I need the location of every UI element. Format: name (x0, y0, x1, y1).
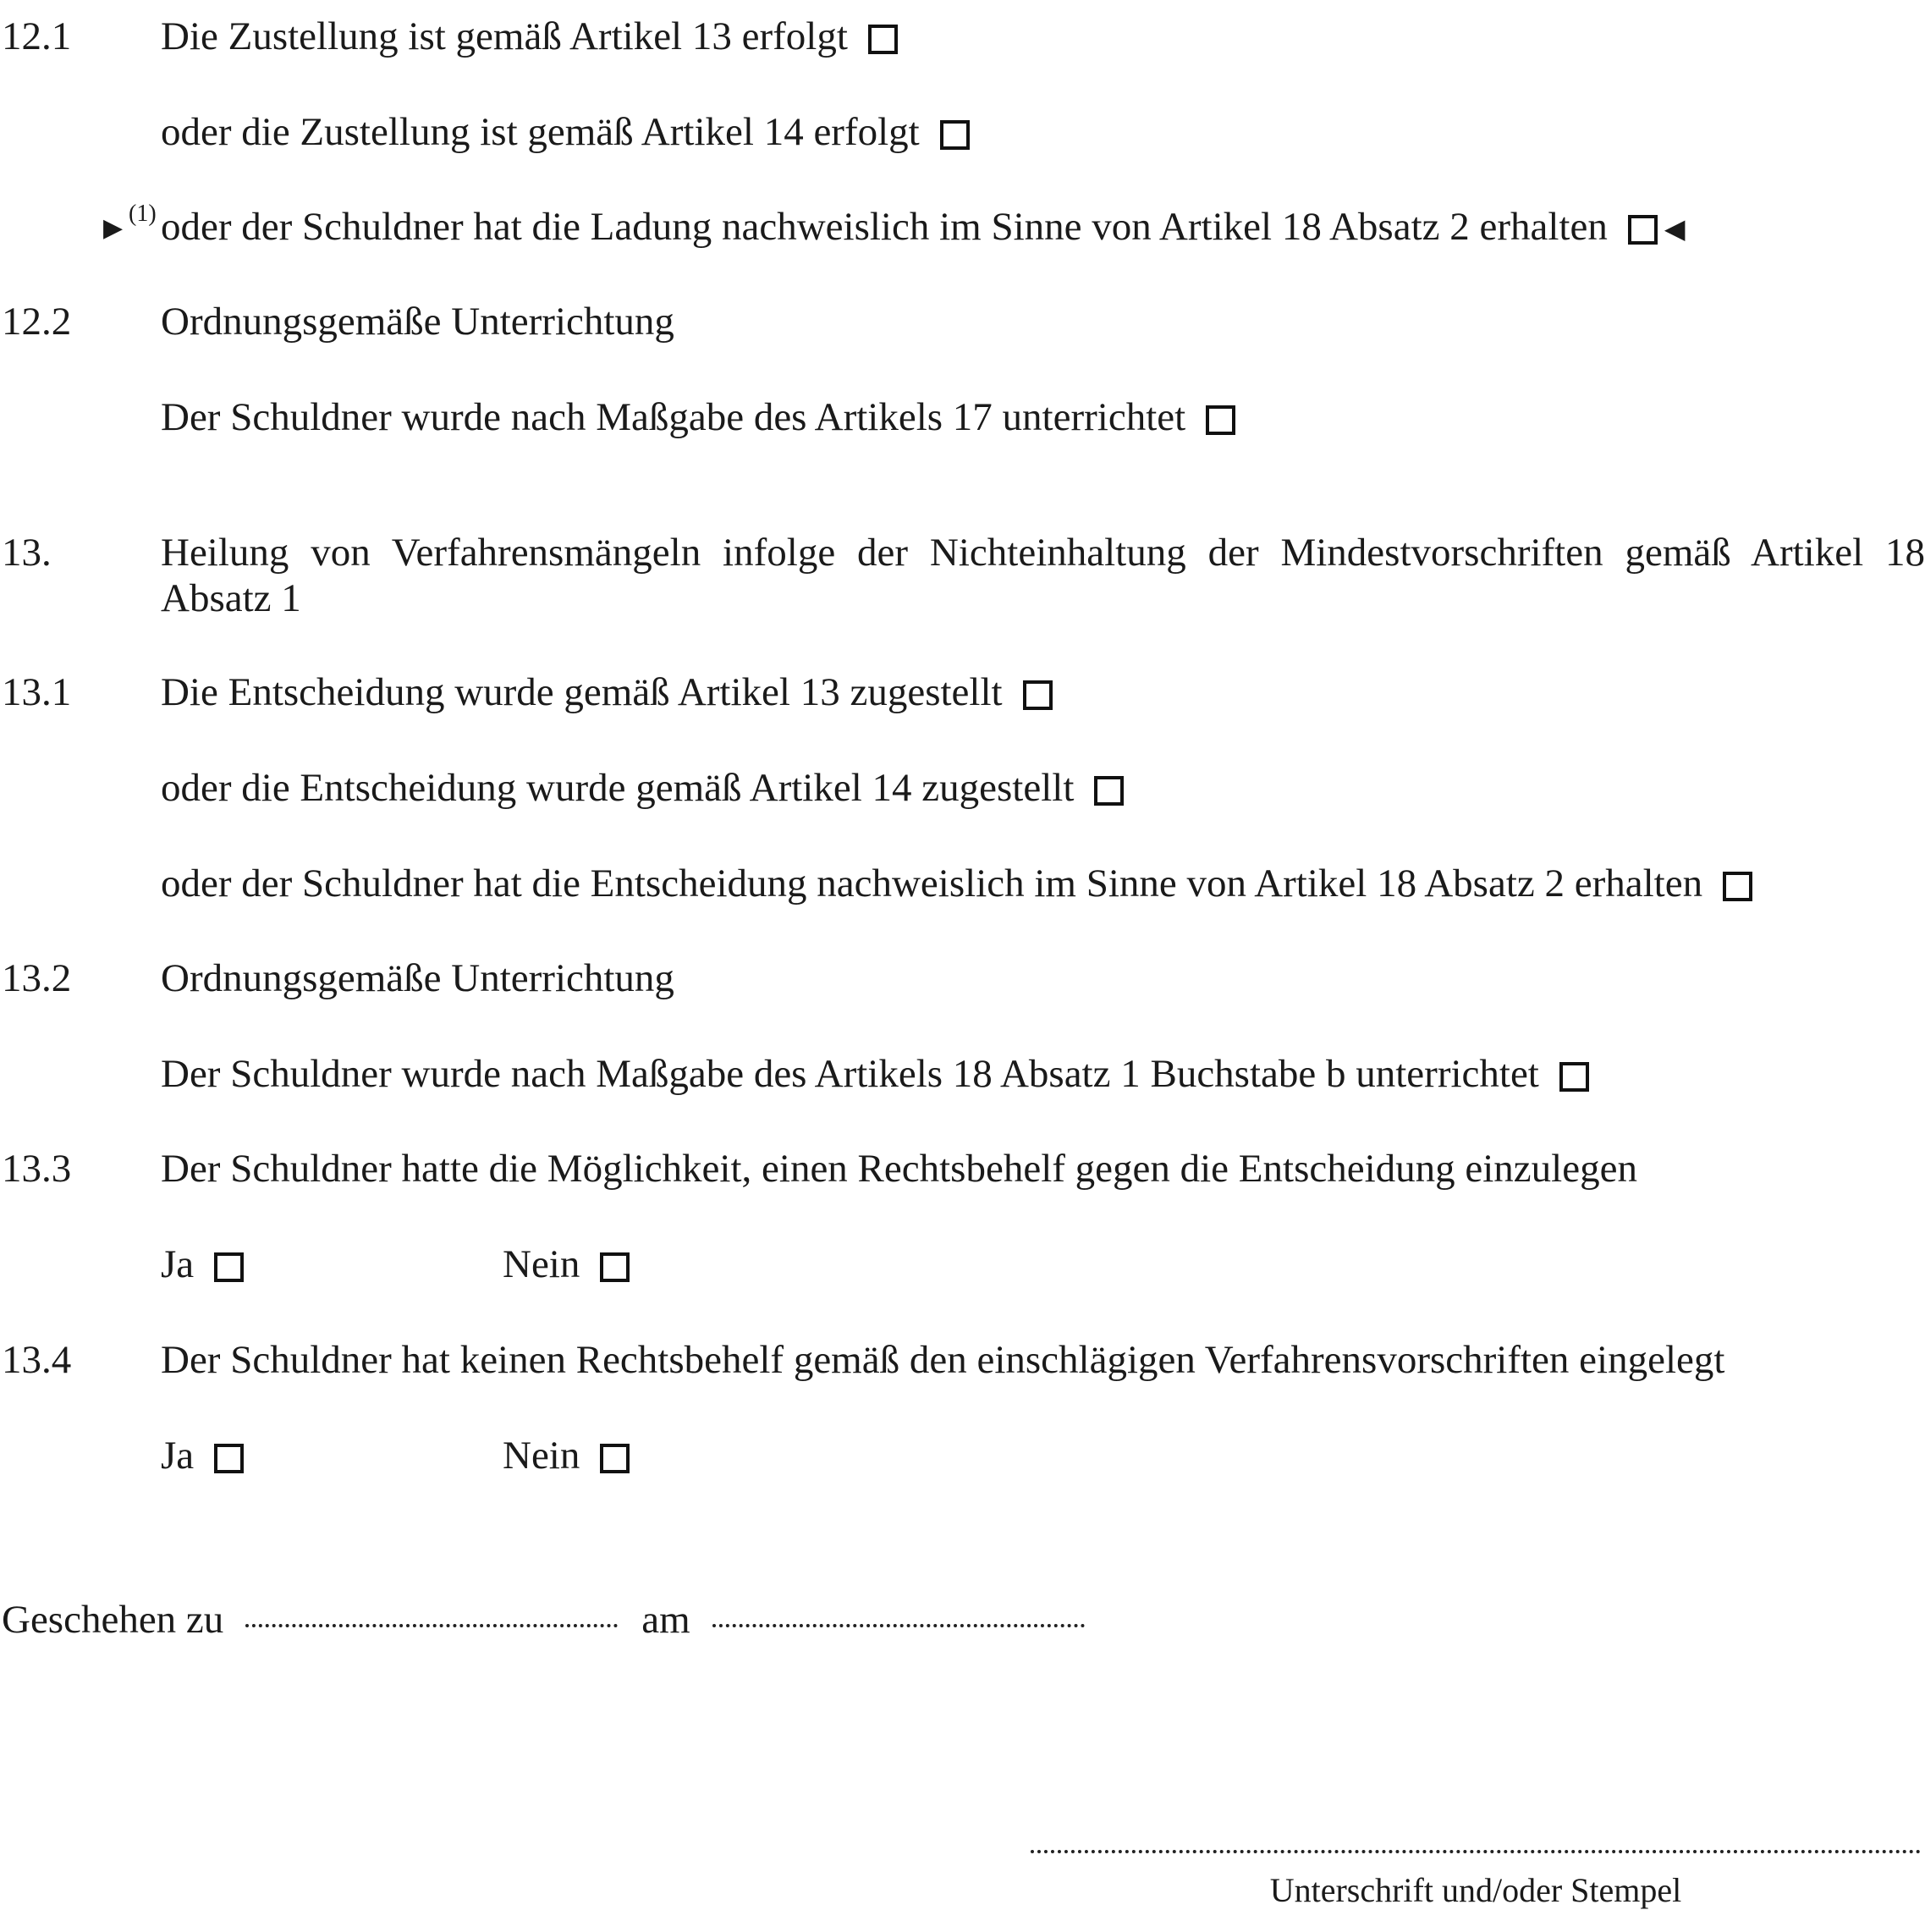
no-checkbox[interactable] (600, 1252, 630, 1282)
line-13-3-a (161, 1149, 1637, 1189)
heading-text: Absatz 1 (161, 576, 301, 620)
line-12-1-a (161, 14, 898, 58)
checkbox[interactable] (940, 120, 970, 150)
line-13-1-b (161, 768, 1124, 808)
line-text: Der Schuldner wurde nach Maßgabe des Artikels 17 unterrichtet (161, 395, 1186, 439)
section-number: 13.4 (2, 1338, 72, 1382)
checkbox[interactable] (1559, 1062, 1589, 1092)
line-text: Die Entscheidung wurde gemäß Artikel 13 zugestellt (161, 670, 1003, 714)
no-checkbox[interactable] (600, 1444, 630, 1473)
amendment-line (0, 201, 1925, 258)
section-number: 12.2 (2, 300, 72, 344)
section-heading (161, 956, 674, 1000)
footnote-reference: (1) (129, 201, 157, 227)
signature-field[interactable] (1031, 1850, 1921, 1853)
no-option (503, 1436, 630, 1476)
line-13-1-c (161, 861, 1752, 905)
line-12-2-a (161, 395, 1235, 439)
line-text: Der Schuldner hat keinen Rechtsbehelf gemäß den einschlägigen Verfahrensvorschriften eingelegt (161, 1338, 1725, 1382)
line-text: Die Zustellung ist gemäß Artikel 13 erfolgt (161, 14, 848, 58)
yes-label: Ja (161, 1434, 195, 1478)
heading-text: Ordnungsgemäße Unterrichtung (161, 300, 674, 344)
line-text: Der Schuldner wurde nach Maßgabe des Artikels 18 Absatz 1 Buchstabe b unterrichtet (161, 1052, 1539, 1096)
checkbox[interactable] (1094, 776, 1124, 806)
yes-option (161, 1242, 244, 1286)
line-text: oder die Zustellung ist gemäß Artikel 14 erfolgt (161, 110, 920, 154)
checkbox[interactable] (868, 25, 898, 54)
section-heading-line-2 (161, 576, 301, 620)
yes-label: Ja (161, 1242, 195, 1286)
place-field[interactable] (245, 1624, 618, 1627)
signature-label: Unterschrift und/oder Stempel (1269, 1871, 1682, 1909)
line-text: oder der Schuldner hat die Entscheidung nachweislich im Sinne von Artikel 18 Absatz 2 erhalten (161, 861, 1703, 905)
date-label: am (641, 1598, 690, 1642)
date-field[interactable] (712, 1624, 1085, 1627)
line-13-4-a (161, 1340, 1724, 1380)
checkbox[interactable] (1206, 405, 1235, 435)
checkbox[interactable] (1628, 215, 1658, 245)
insert-start-marker-icon: ▶ (103, 214, 124, 242)
line-text: oder die Entscheidung wurde gemäß Artikel 14 zugestellt (161, 766, 1075, 810)
no-label: Nein (503, 1434, 580, 1478)
section-number: 13.3 (2, 1147, 72, 1191)
yes-checkbox[interactable] (214, 1444, 244, 1473)
place-date-line (2, 1600, 1085, 1640)
line-12-1-b (161, 110, 970, 154)
line-13-1-a (161, 670, 1053, 714)
heading-text: Ordnungsgemäße Unterrichtung (161, 956, 674, 1000)
section-heading-line-1: Heilung von Verfahrensmängeln infolge der Nichteinhaltung der Mindestvorschriften gemäß Artikel 18 (161, 531, 1925, 575)
no-label: Nein (503, 1242, 580, 1286)
no-option (503, 1242, 630, 1286)
line-13-2-a (161, 1054, 1589, 1094)
yes-option (161, 1436, 244, 1476)
line-12-1-c (161, 207, 1685, 247)
place-label: Geschehen zu (2, 1598, 224, 1642)
section-heading (161, 302, 674, 342)
line-text: Der Schuldner hatte die Möglichkeit, einen Rechtsbehelf gegen die Entscheidung einzulegen (161, 1147, 1637, 1191)
checkbox[interactable] (1023, 680, 1053, 710)
section-number: 13.2 (2, 956, 72, 1000)
section-number: 13.1 (2, 670, 72, 714)
yes-checkbox[interactable] (214, 1252, 244, 1282)
insert-end-marker-icon: ◀ (1664, 213, 1686, 244)
section-number: 12.1 (2, 14, 72, 58)
checkbox[interactable] (1723, 872, 1752, 901)
section-number: 13. (2, 531, 52, 575)
line-text: oder der Schuldner hat die Ladung nachweislich im Sinne von Artikel 18 Absatz 2 erhalten (161, 205, 1608, 249)
